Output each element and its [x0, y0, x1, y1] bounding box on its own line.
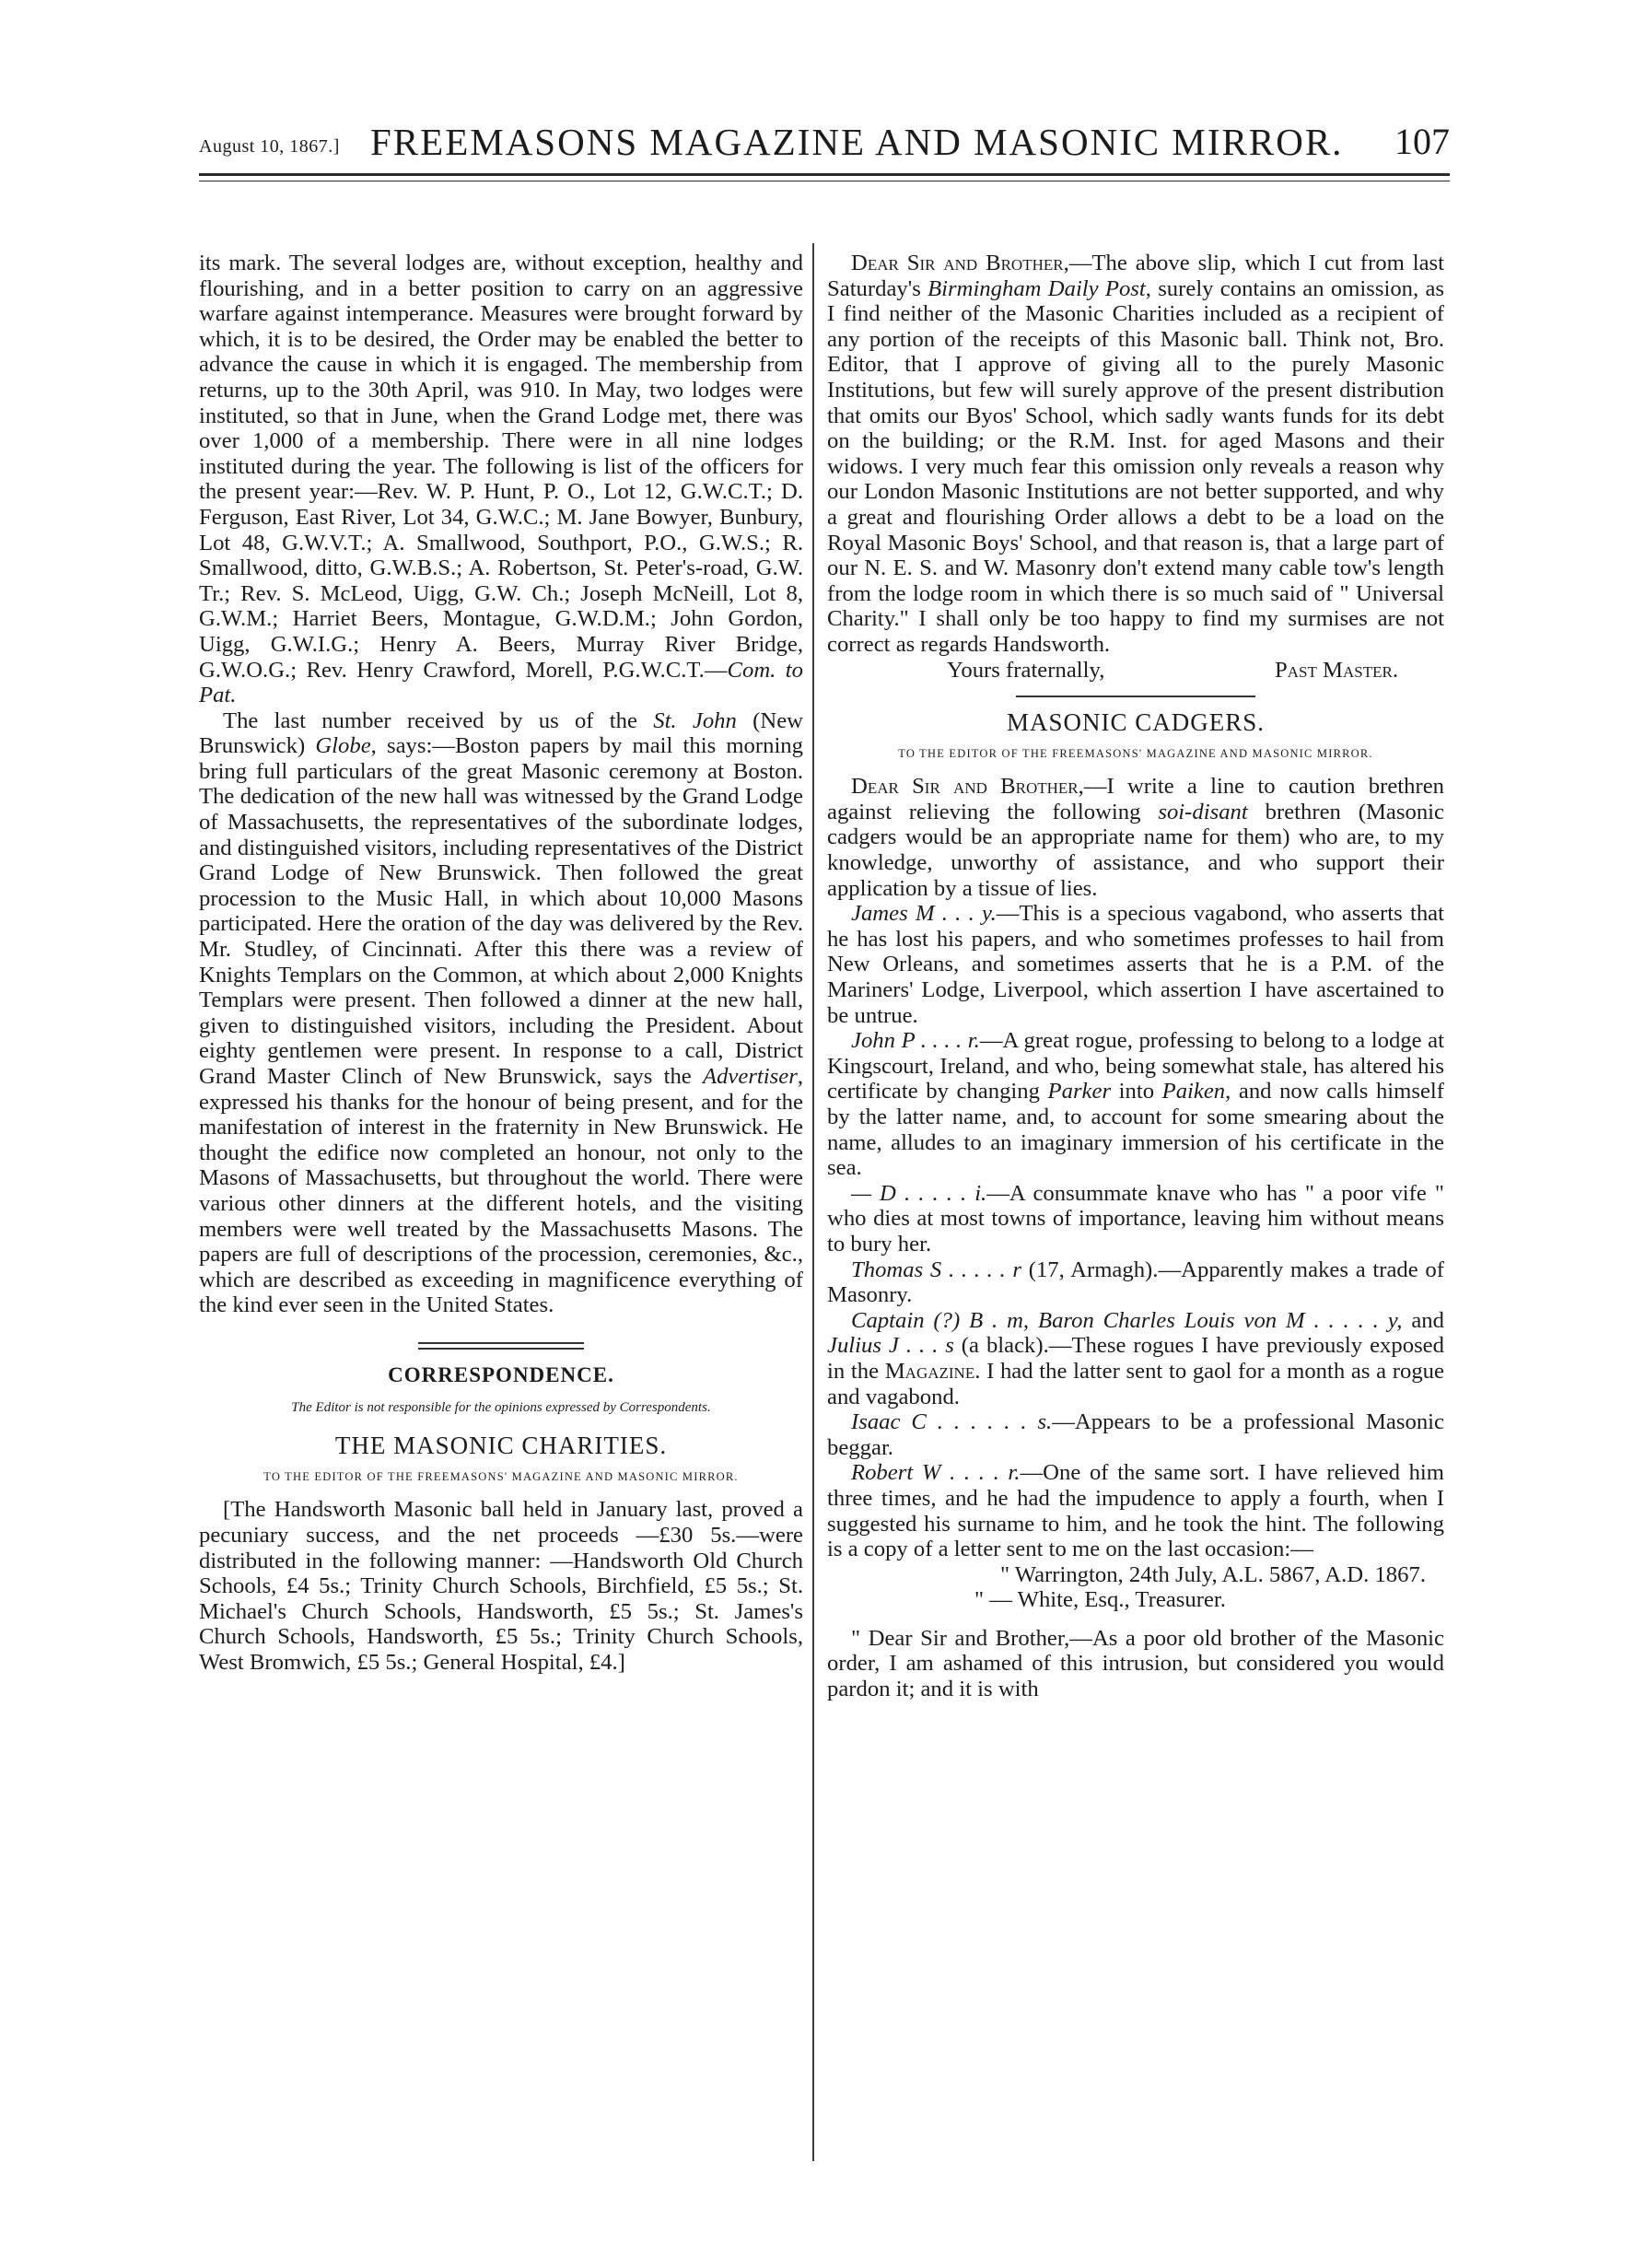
entry-robert: Robert W . . . . r.—One of the same sort. I have relieved him three times, and he had the impudence to apply a fourth, when I suggested his surname to him, and he took the hint. The following is a copy of a letter sent to me on the last occasion:—: [827, 1460, 1444, 1562]
magazine-title: FREEMASONS MAGAZINE AND MASONIC MIRROR.: [370, 121, 1344, 163]
entry-d: — D . . . . . i.—A consummate knave who has " a poor vife " who dies at most towns of importance, leaving him without means to bury her.: [827, 1180, 1445, 1257]
warrington-line: " Warrington, 24th July, A.L. 5867, A.D. 1867.: [999, 1561, 1426, 1587]
boston-paragraph: The last number received by us of the St. John (New Brunswick) Globe, says:—Boston papers by mail this morning bring full particulars of the great Masonic ceremony at Boston. The dedication of the new hall was witnessed by the Grand Lodge of Massachusetts, the representatives of the subordinate lodges, and distinguished visitors, including representatives of the District Grand Lodge of New Brunswick. Then followed the great procession to the Music Hall, in which about 10,000 Masons participated. Here the oration of the day was delivered by the Rev. Mr. Studley, of Cincinnati. After this there was a review of Knights Templars on the Common, at which about 2,000 Knights Templars were present. Then followed a dinner at the new hall, given to distinguished visitors, including the President. About eighty gentlemen were present. In response to a call, District Grand Master Clinch of New Brunswick, says the Advertiser, expressed his thanks for the honour of being present, and for the manifestation of interest in the fraternity in New Brunswick. He thought the edifice now completed an honour, not only to the Masons of Massachusetts, but throughout the world. There were various other dinners at the different hotels, and the visiting members were well treated by the Massachusetts Masons. The papers are full of descriptions of the procession, ceremonies, &c., which are described as exceeding in magnificence everything of the kind ever seen in the United States.: [199, 707, 803, 1318]
column-divider: [812, 243, 814, 2161]
right-column: [827, 251, 1444, 1702]
temperance-paragraph: its mark. The several lodges are, without exception, healthy and flourishing, and in a better position to carry on an aggressive warfare against intemperance. Measures were brought forward by which, it is to be desired, the Order may be enabled the better to advance the cause in which it is engaged. The membership from returns, up to the 30th April, was 910. In May, two lodges were instituted, so that in June, when the Grand Lodge met, there was over 1,000 of a membership. There were in all nine lodges instituted during the year. The following is list of the officers for the present year:—Rev. W. P. Hunt, P. O., Lot 12, G.W.C.T.; D. Ferguson, East River, Lot 34, G.W.C.; M. Jane Bowyer, Bunbury, Lot 48, G.W.V.T.; A. Smallwood, Southport, P.O., G.W.S.; R. Smallwood, ditto, G.W.B.S.; A. Robertson, St. Peter's-road, G.W. Tr.; Rev. S. McLeod, Uigg, G.W. Ch.; Joseph McNeill, Lot 8, G.W.M.; Harriet Beers, Montague, G.W.D.M.; John Gordon, Uigg, G.W.I.G.; Henry A. Beers, Murray River Bridge, G.W.O.G.; Rev. Henry Crawford, Morell, P.G.W.C.T.—Com. to Pat.: [199, 251, 803, 708]
section-rule: [1016, 696, 1255, 697]
issue-date: August 10, 1867.]: [199, 136, 340, 157]
entry-john: John P . . . . r.—A great rogue, professing to belong to a lodge at Kingscourt, Ireland, and who, being somewhat stale, has altered his certificate by changing Parker into Paiken, and now calls himself by the latter name, and, to account for some smearing about the name, alludes to an imaginary immersion of his certificate in the sea.: [827, 1028, 1445, 1181]
spacer: [827, 1613, 1444, 1626]
final-letter-paragraph: " Dear Sir and Brother,—As a poor old brother of the Masonic order, I am ashamed of this intrusion, but considered you would pardon it; and it is with: [827, 1625, 1444, 1702]
section-double-rule: [418, 1342, 584, 1350]
letter-paragraph: Dear Sir and Brother,—The above slip, which I cut from last Saturday's Birmingham Daily Post, surely contains an omission, as I find neither of the Masonic Charities included as a recipient of any portion of the receipts of this Masonic ball. Think not, Bro. Editor, that I approve of giving all to the purely Masonic Institutions, but few will surely approve of the present distribution that omits our Byos' School, which sadly wants funds for its debt on the building; or the R.M. Inst. for aged Masons and their widows. I very much fear this omission only reveals a reason why our London Masonic Institutions are not better supported, and why a great and flourishing Order allows a debt to be a load on the Royal Masonic Boys' School, and that reason is, that a large part of our N. E. S. and W. Masonry don't extend many cable tow's length from the lodge room in which there is so much said of " Universal Charity." I shall only be too happy to find my surmises are not correct as regards Handsworth.: [827, 251, 1445, 657]
editor-disclaimer: The Editor is not responsible for the opinions expressed by Correspondents.: [291, 1399, 711, 1415]
charities-heading: THE MASONIC CHARITIES.: [334, 1432, 668, 1460]
header-rule-thick: [199, 173, 1450, 176]
to-editor-line-2: TO THE EDITOR OF THE FREEMASONS' MAGAZINE AND MASONIC MIRROR.: [898, 746, 1373, 760]
cadgers-heading: MASONIC CADGERS.: [1006, 708, 1266, 737]
entry-isaac: Isaac C . . . . . . s.—Appears to be a professional Masonic beggar.: [827, 1409, 1444, 1460]
left-column: [199, 251, 803, 1675]
charities-paragraph: [The Handsworth Masonic ball held in January last, proved a pecuniary success, and the net proceeds —£30 5s.—were distributed in the following manner: —Handsworth Old Church Schools, £4 5s.; Trinity Church Schools, Birchfield, £5 5s.; St. Michael's Church Schools, Handsworth, £5 5s.; St. James's Church Schools, Handsworth, £5 5s.; Trinity Church Schools, West Bromwich, £5 5s.; General Hospital, £4.]: [199, 1497, 803, 1675]
entry-thomas: Thomas S . . . . . r (17, Armagh).—Apparently makes a trade of Masonry.: [827, 1257, 1444, 1308]
entry-james: James M . . . y.—This is a specious vagabond, who asserts that he has lost his papers, and who sometimes professes to hail from New Orleans, and sometimes asserts that he is a P.M. of the Mariners' Lodge, Liverpool, which assertion I have ascertained to be untrue.: [827, 901, 1444, 1028]
cadgers-intro: Dear Sir and Brother,—I write a line to caution brethren against relieving the following soi-disant brethren (Masonic cadgers would be an appropriate name for them) who are, to my knowledge, unworthy of assistance, and who support their application by a tissue of lies.: [827, 774, 1444, 901]
letter-signature: Yours fraternally, Past Master.: [947, 657, 1398, 683]
page-header: [199, 112, 1450, 164]
treasurer-line: " — White, Esq., Treasurer.: [974, 1587, 1226, 1613]
to-editor-line: TO THE EDITOR OF THE FREEMASONS' MAGAZINE AND MASONIC MIRROR.: [263, 1469, 739, 1483]
entry-captain: Captain (?) B . m, Baron Charles Louis von M . . . . . y, and Julius J . . . s (a black).—These rogues I have previously exposed in the Magazine. I had the latter sent to gaol for a month as a rogue and vagabond.: [827, 1307, 1444, 1409]
page-number: 107: [1394, 121, 1450, 162]
correspondence-heading: CORRESPONDENCE.: [388, 1362, 614, 1386]
